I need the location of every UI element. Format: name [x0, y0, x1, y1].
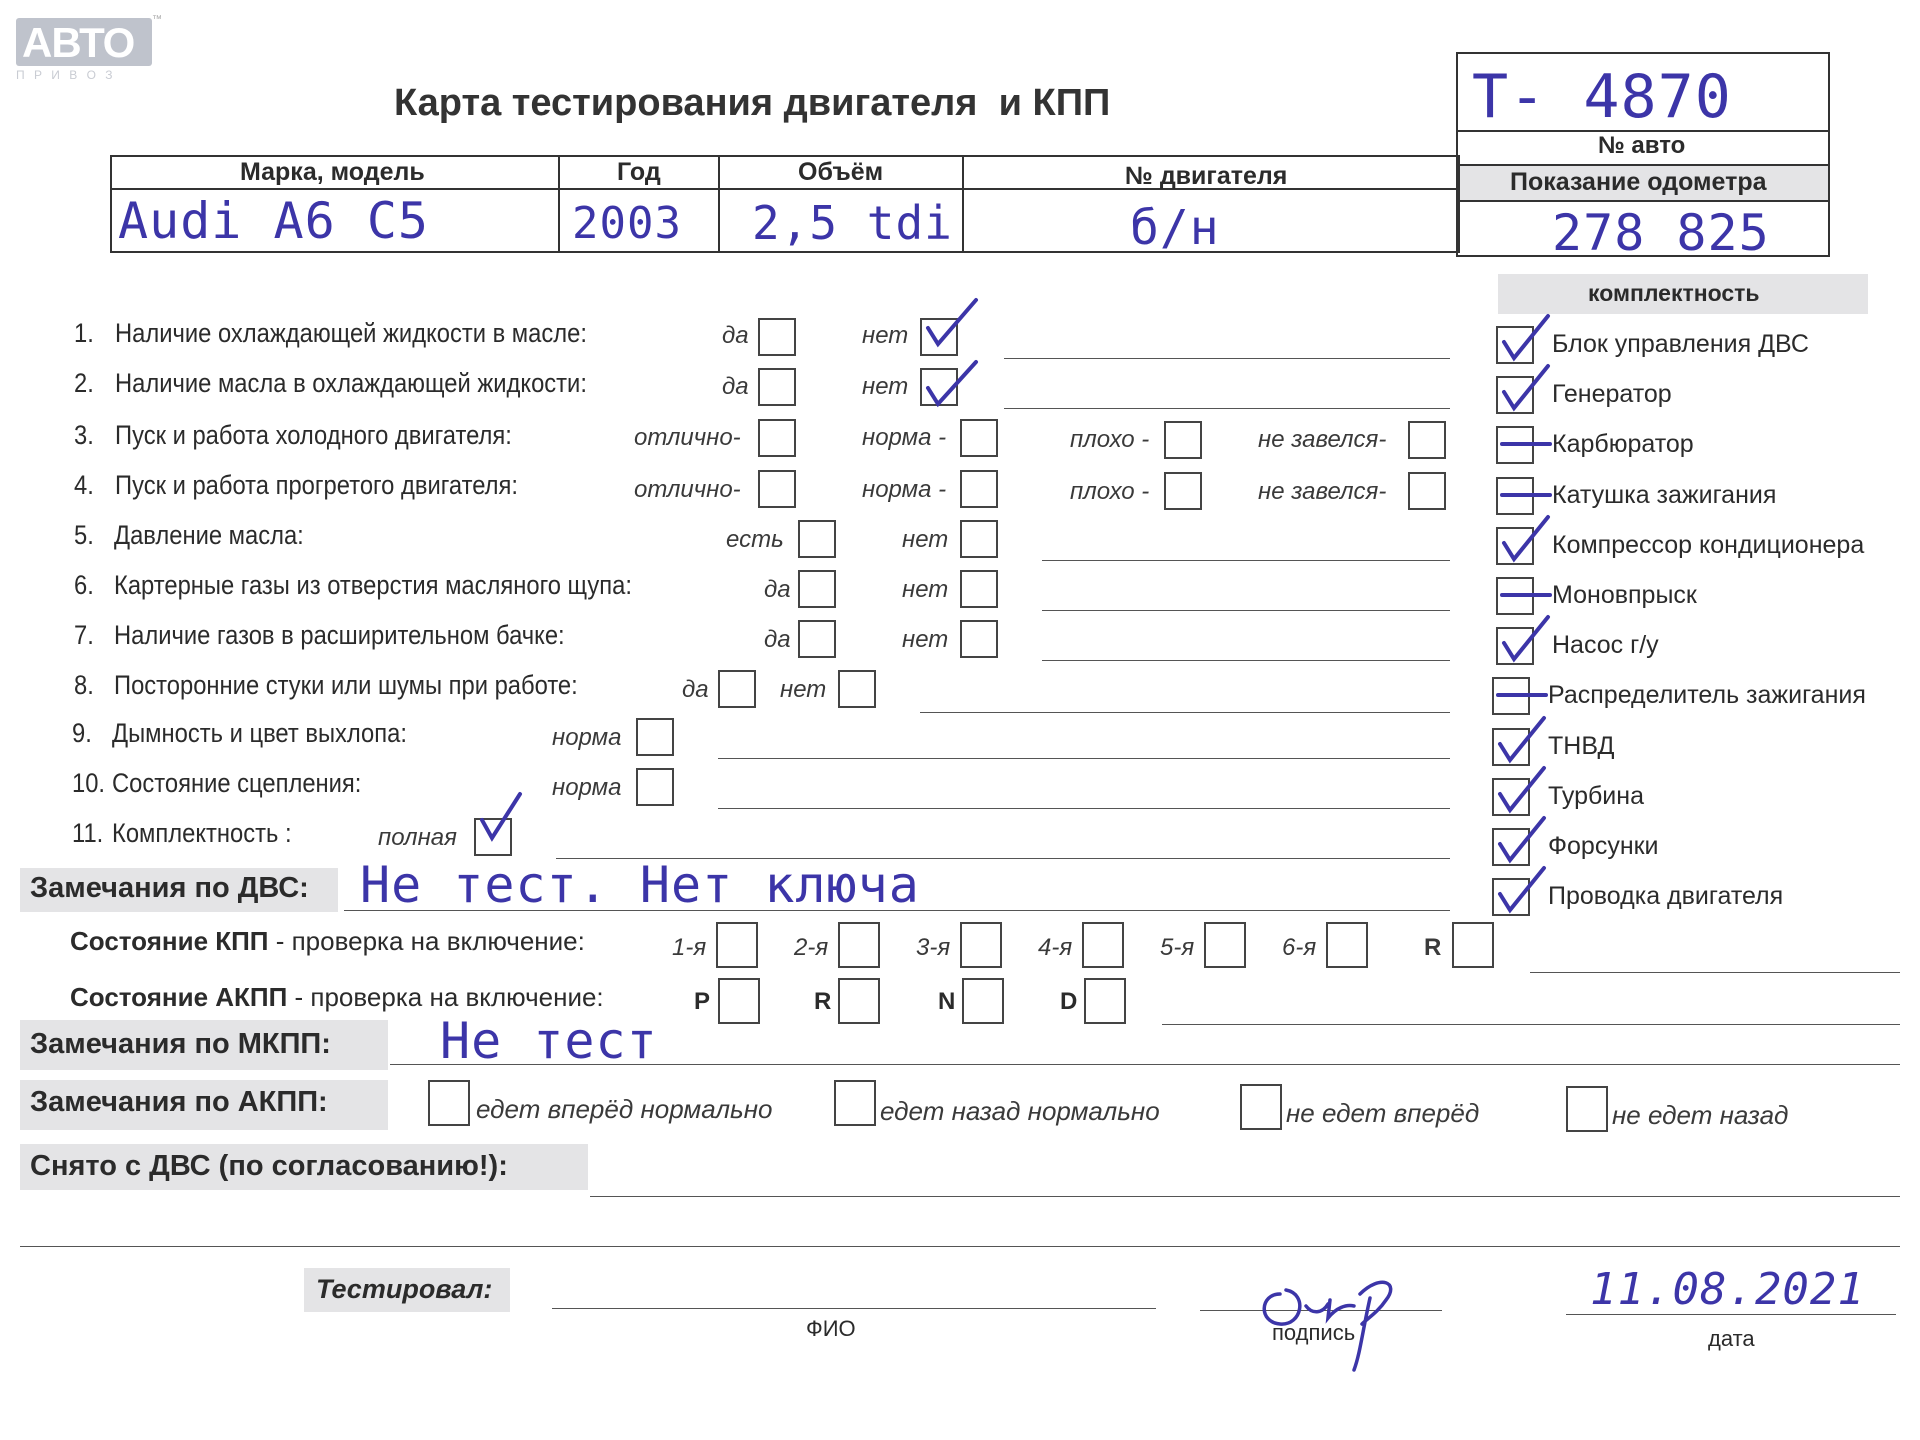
item-7-number: 7.: [74, 620, 94, 650]
date-label: дата: [1708, 1326, 1755, 1351]
item-6-note-line: [1042, 610, 1450, 611]
kpp-note-line: [1530, 972, 1900, 973]
dvs-remarks-line: [344, 910, 1450, 911]
akpp-gear-checkbox[interactable]: [718, 978, 760, 1024]
komplekt-item-label: Генератор: [1552, 380, 1672, 409]
item-9-normal-checkbox[interactable]: [636, 718, 674, 756]
item-5-note-line: [1042, 560, 1450, 561]
item-7-opt-no: нет: [902, 626, 949, 653]
engine-value: б/н: [1130, 200, 1220, 256]
akpp-note-line: [1162, 1024, 1900, 1025]
kpp-gear-label: 4-я: [1038, 934, 1073, 961]
item-10-label: Состояние сцепления:: [112, 768, 362, 798]
item-9-note-line: [718, 758, 1450, 759]
item-3-label: Пуск и работа холодного двигателя:: [115, 420, 512, 450]
komplekt-item-label: Насос г/у: [1552, 631, 1659, 660]
obem-label: Объём: [798, 158, 884, 186]
dash-icon: [1498, 485, 1554, 510]
item-2-number: 2.: [74, 368, 94, 398]
mkpp-remarks-line: [390, 1064, 1900, 1065]
item-3-opt-1: отлично-: [634, 424, 741, 451]
item-8-opt-yes: да: [682, 676, 709, 703]
item-2-yes-checkbox[interactable]: [758, 368, 796, 406]
akpp-opt-2: едет назад нормально: [880, 1096, 1160, 1126]
item-4-number: 4.: [74, 470, 94, 500]
akpp-gear-checkbox[interactable]: [838, 978, 880, 1024]
item-8-opt-no: нет: [780, 676, 827, 703]
akpp-opt-4: не едет назад: [1612, 1100, 1789, 1130]
komplekt-item-label: Карбюратор: [1552, 430, 1694, 459]
akpp-gear-label: P: [694, 988, 711, 1015]
akpp-gear-label: D: [1060, 988, 1078, 1015]
odometer-value: 278 825: [1552, 204, 1770, 262]
kpp-gear-checkbox[interactable]: [1452, 922, 1494, 968]
item-7-note-line: [1042, 660, 1450, 661]
page-title: Карта тестирования двигателя и КПП: [394, 82, 1111, 124]
akpp-opt-3: не едет вперёд: [1286, 1098, 1480, 1128]
item-9-number: 9.: [72, 718, 92, 748]
fio-line: [552, 1308, 1156, 1309]
kpp-label-rest: - проверка на включение:: [268, 926, 585, 956]
kpp-gear-checkbox[interactable]: [1082, 922, 1124, 968]
item-8-note-line: [920, 712, 1450, 713]
check-icon: [1494, 864, 1550, 919]
item-4-excellent-checkbox[interactable]: [758, 470, 796, 508]
kpp-gear-label: 3-я: [916, 934, 951, 961]
item-7-opt-yes: да: [764, 626, 791, 653]
signature-image: [1250, 1254, 1420, 1374]
check-icon: [1494, 814, 1550, 869]
komplekt-item-label: ТНВД: [1548, 731, 1615, 760]
item-4-opt-4: не завелся-: [1258, 478, 1387, 505]
item-11-opt: полная: [378, 824, 457, 851]
obem-value: 2,5 tdi: [752, 196, 953, 250]
item-4-normal-checkbox[interactable]: [960, 470, 998, 508]
marka-value: Audi A6 C5: [118, 192, 430, 250]
kpp-gear-label: 5-я: [1160, 934, 1195, 961]
item-1-opt-no: нет: [862, 322, 909, 349]
logo: [16, 18, 152, 66]
item-6-label: Картерные газы из отверстия масляного щупа:: [114, 570, 632, 600]
odometer-label: Показание одометра: [1510, 168, 1767, 196]
check-icon: [924, 296, 980, 346]
removed-line-1: [590, 1196, 1900, 1197]
check-icon: [1498, 613, 1554, 668]
fio-label: ФИО: [806, 1316, 856, 1341]
item-9-label: Дымность и цвет выхлопа:: [112, 718, 407, 748]
check-icon: [1498, 312, 1554, 367]
kpp-gear-label: 2-я: [794, 934, 829, 961]
item-8-yes-checkbox[interactable]: [718, 670, 756, 708]
akpp-fwd-ok-checkbox[interactable]: [428, 1080, 470, 1126]
item-1-note-line: [1004, 358, 1450, 359]
item-2-opt-yes: да: [722, 373, 749, 400]
akpp-gear-checkbox[interactable]: [962, 978, 1004, 1024]
check-icon: [1494, 764, 1550, 819]
item-4-label: Пуск и работа прогретого двигателя:: [115, 470, 518, 500]
item-2-opt-no: нет: [862, 373, 909, 400]
item-1-yes-checkbox[interactable]: [758, 318, 796, 356]
item-4-nostart-checkbox[interactable]: [1408, 472, 1446, 510]
auto-number-value: T- 4870: [1472, 62, 1732, 132]
dvs-remarks-label: Замечания по ДВС:: [30, 872, 309, 904]
kpp-label-bold: Состояние КПП: [70, 926, 269, 956]
item-5-opt-yes: есть: [726, 526, 784, 553]
item-7-no-checkbox[interactable]: [960, 620, 998, 658]
kpp-label: [70, 926, 585, 957]
item-5-yes-checkbox[interactable]: [798, 520, 836, 558]
akpp-no-fwd-checkbox[interactable]: [1240, 1084, 1282, 1130]
akpp-label: [70, 982, 604, 1013]
kpp-gear-checkbox[interactable]: [716, 922, 758, 968]
item-9-opt: норма: [552, 724, 622, 751]
akpp-gear-label: R: [814, 988, 832, 1015]
kpp-gear-checkbox[interactable]: [960, 922, 1002, 968]
item-1-number: 1.: [74, 318, 94, 348]
item-10-opt: норма: [552, 774, 622, 801]
item-3-opt-4: не завелся-: [1258, 426, 1387, 453]
sign-label: подпись: [1272, 1320, 1356, 1345]
komplekt-title: комплектность: [1588, 280, 1760, 306]
item-5-label: Давление масла:: [114, 520, 304, 550]
logo-tm: ™: [152, 14, 162, 25]
logo-text: АВТО: [22, 19, 135, 66]
akpp-no-back-checkbox[interactable]: [1566, 1086, 1608, 1132]
komplekt-item-label: Проводка двигателя: [1548, 882, 1784, 911]
item-7-yes-checkbox[interactable]: [798, 620, 836, 658]
kpp-gear-checkbox[interactable]: [838, 922, 880, 968]
god-value: 2003: [572, 198, 682, 249]
item-6-yes-checkbox[interactable]: [798, 570, 836, 608]
akpp-remarks-label: Замечания по АКПП:: [30, 1086, 328, 1118]
item-6-number: 6.: [74, 570, 94, 600]
item-5-opt-no: нет: [902, 526, 949, 553]
akpp-gear-label: N: [938, 988, 956, 1015]
item-3-opt-3: плохо -: [1070, 426, 1150, 453]
dash-icon: [1494, 685, 1550, 710]
item-3-nostart-checkbox[interactable]: [1408, 421, 1446, 459]
item-6-opt-yes: да: [764, 576, 791, 603]
komplekt-item-label: Распределитель зажигания: [1548, 681, 1866, 710]
removed-line-2: [20, 1246, 1900, 1247]
akpp-back-ok-checkbox[interactable]: [834, 1080, 876, 1126]
item-3-normal-checkbox[interactable]: [960, 419, 998, 457]
check-icon: [1494, 714, 1550, 769]
akpp-gear-checkbox[interactable]: [1084, 978, 1126, 1024]
mkpp-remarks-label: Замечания по МКПП:: [30, 1028, 331, 1060]
komplekt-item-label: Блок управления ДВС: [1552, 330, 1809, 358]
item-6-opt-no: нет: [902, 576, 949, 603]
item-11-label: Комплектность :: [112, 818, 292, 848]
akpp-opt-1: едет вперёд нормально: [476, 1094, 773, 1124]
check-icon: [1498, 362, 1554, 417]
item-4-bad-checkbox[interactable]: [1164, 472, 1202, 510]
auto-number-label: № авто: [1598, 132, 1686, 159]
mkpp-remarks-value: Не тест: [440, 1012, 658, 1070]
item-8-number: 8.: [74, 670, 94, 700]
tested-label: Тестировал:: [316, 1274, 493, 1304]
engine-label: № двигателя: [1125, 162, 1288, 190]
item-1-label: Наличие охлаждающей жидкости в масле:: [115, 318, 587, 348]
item-4-opt-2: норма -: [862, 476, 947, 503]
item-3-excellent-checkbox[interactable]: [758, 419, 796, 457]
dash-icon: [1498, 434, 1554, 459]
item-4-opt-1: отлично-: [634, 476, 741, 503]
kpp-gear-label: 6-я: [1282, 934, 1317, 961]
item-2-label: Наличие масла в охлаждающей жидкости:: [115, 368, 587, 398]
item-3-number: 3.: [74, 420, 94, 450]
dvs-remarks-value: Не тест. Нет ключа: [360, 856, 920, 914]
item-10-number: 10.: [72, 768, 106, 798]
item-11-number: 11.: [72, 818, 104, 848]
komplekt-item-label: Форсунки: [1548, 832, 1659, 860]
kpp-gear-checkbox[interactable]: [1326, 922, 1368, 968]
item-10-note-line: [718, 808, 1450, 809]
item-2-note-line: [1004, 408, 1450, 409]
item-3-bad-checkbox[interactable]: [1164, 421, 1202, 459]
item-6-no-checkbox[interactable]: [960, 570, 998, 608]
item-5-no-checkbox[interactable]: [960, 520, 998, 558]
akpp-label-rest: - проверка на включение:: [287, 982, 604, 1012]
removed-label: Снято с ДВС (по согласованию!):: [30, 1150, 508, 1182]
dash-icon: [1498, 585, 1554, 610]
komplekt-item-label: Катушка зажигания: [1552, 480, 1777, 509]
kpp-gear-label: R: [1424, 934, 1442, 961]
item-8-label: Посторонние стуки или шумы при работе:: [114, 670, 578, 700]
komplekt-item-label: Турбина: [1548, 781, 1644, 810]
komplekt-item-label: Компрессор кондиционера: [1552, 530, 1865, 559]
komplekt-item-label: Моновпрыск: [1552, 581, 1697, 609]
god-label: Год: [617, 158, 661, 186]
marka-label: Марка, модель: [240, 158, 425, 186]
kpp-gear-label: 1-я: [672, 934, 707, 961]
akpp-label-bold: Состояние АКПП: [70, 982, 288, 1012]
check-icon: [924, 356, 980, 406]
item-4-opt-3: плохо -: [1070, 478, 1150, 505]
item-3-opt-2: норма -: [862, 424, 947, 451]
kpp-gear-checkbox[interactable]: [1204, 922, 1246, 968]
item-8-no-checkbox[interactable]: [838, 670, 876, 708]
check-icon: [1498, 513, 1554, 568]
check-icon: [476, 790, 532, 840]
item-1-opt-yes: да: [722, 322, 749, 349]
item-10-normal-checkbox[interactable]: [636, 768, 674, 806]
logo-subtitle: П Р И В О З: [16, 68, 116, 82]
date-value: 11.08.2021: [1590, 1264, 1865, 1315]
item-7-label: Наличие газов в расширительном бачке:: [114, 620, 565, 650]
item-5-number: 5.: [74, 520, 94, 550]
